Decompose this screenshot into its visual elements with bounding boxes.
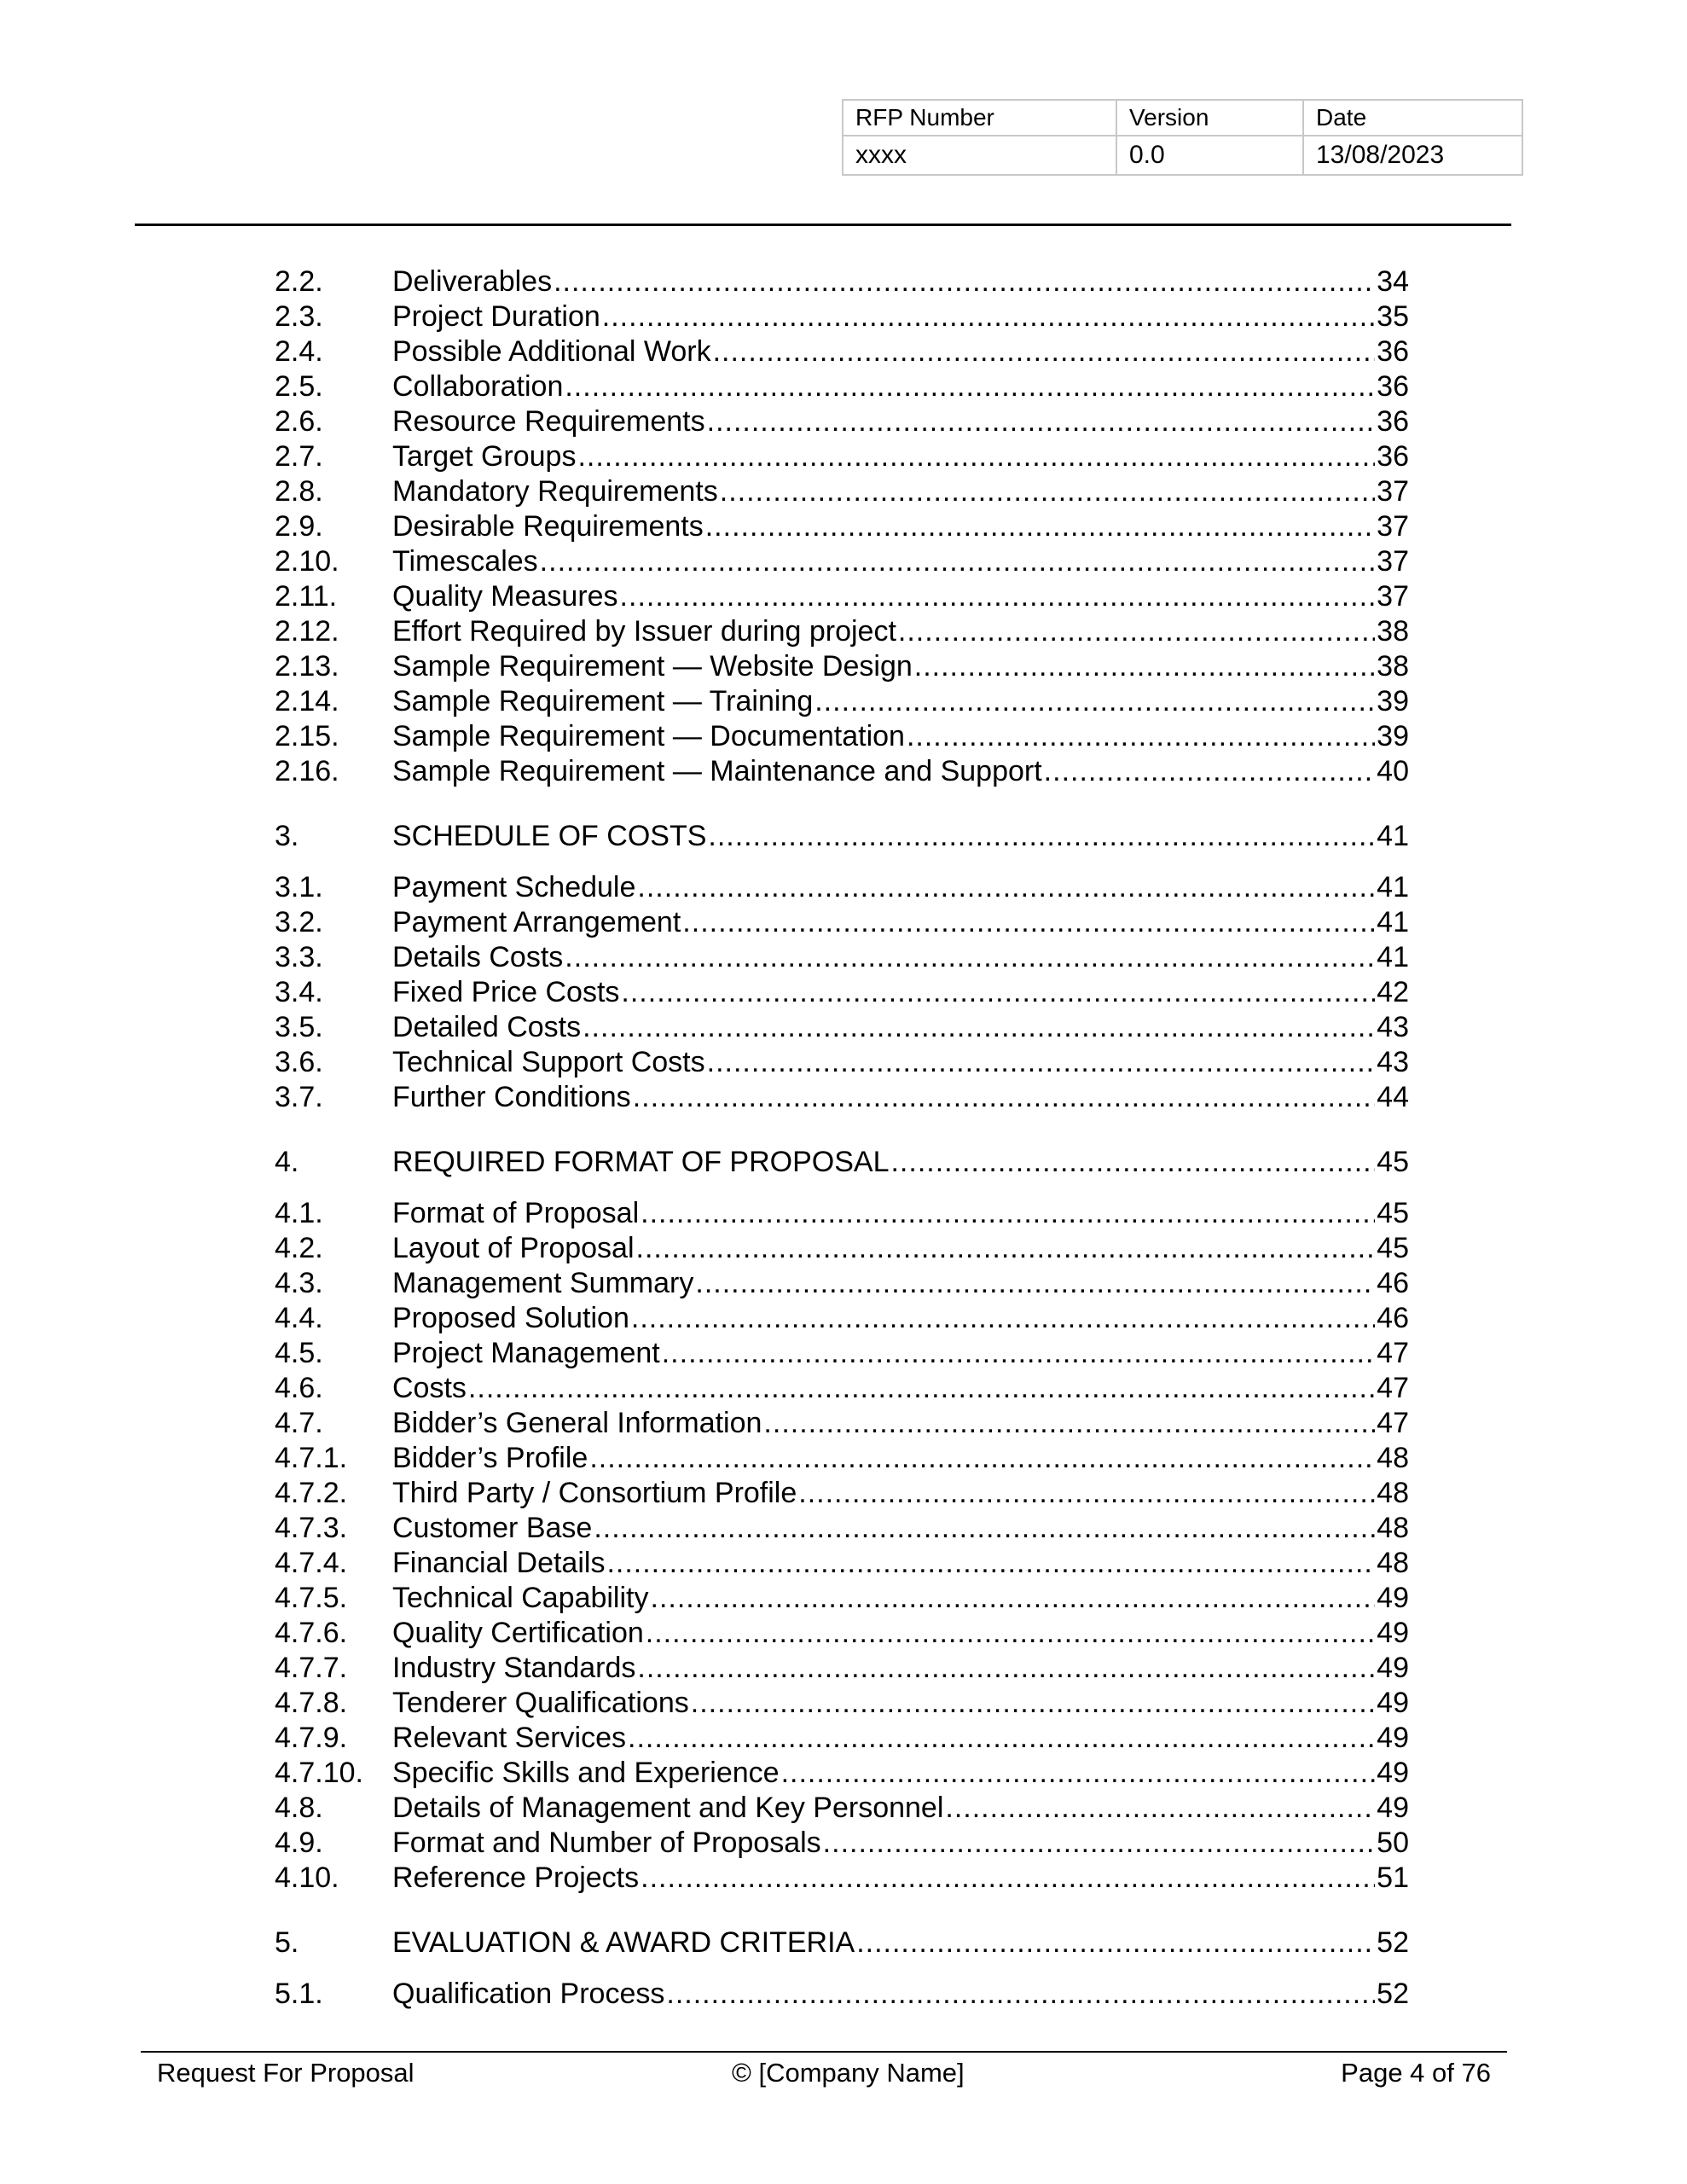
toc-entry[interactable]	[275, 1406, 1409, 1441]
toc-entry-title: Customer Base	[392, 1512, 593, 1544]
toc-entry-number: 4.8.	[275, 1792, 323, 1824]
toc-entry-title: Mandatory Requirements	[392, 475, 718, 508]
toc-entry[interactable]	[275, 684, 1409, 719]
footer-document-title: Request For Proposal	[157, 2058, 415, 2088]
toc-entry-page: 40	[1377, 755, 1409, 787]
toc-entry[interactable]	[275, 1651, 1409, 1686]
toc-entry-number: 4.7.	[275, 1407, 323, 1439]
toc-entry-title: Project Duration	[392, 300, 600, 333]
toc-entry[interactable]	[275, 474, 1409, 509]
toc-entry-number: 5.	[275, 1926, 299, 1959]
toc-entry[interactable]	[275, 1861, 1409, 1896]
toc-dot-leader	[763, 1406, 1375, 1441]
toc-dot-leader	[781, 1756, 1376, 1791]
toc-entry-title: Timescales	[392, 545, 538, 578]
toc-entry-number: 2.12.	[275, 615, 339, 648]
toc-entry-title: Proposed Solution	[392, 1302, 629, 1334]
toc-entry[interactable]	[275, 439, 1409, 474]
toc-dot-leader	[707, 1045, 1376, 1080]
toc-entry-title: Details of Management and Key Personnel	[392, 1792, 944, 1824]
toc-entry[interactable]	[275, 1301, 1409, 1336]
toc-entry[interactable]	[275, 299, 1409, 334]
footer-divider	[141, 2051, 1507, 2053]
toc-entry-number: 2.3.	[275, 300, 323, 333]
toc-entry-page: 49	[1377, 1652, 1409, 1684]
toc-entry-number: 5.1.	[275, 1978, 323, 2010]
toc-entry-page: 41	[1377, 820, 1409, 852]
toc-entry-title: Details Costs	[392, 941, 564, 973]
toc-entry[interactable]	[275, 754, 1409, 789]
toc-entry-page: 36	[1377, 440, 1409, 473]
toc-entry[interactable]	[275, 1231, 1409, 1266]
toc-entry[interactable]	[275, 1476, 1409, 1511]
toc-entry-title: Layout of Proposal	[392, 1232, 635, 1264]
toc-entry[interactable]	[275, 509, 1409, 544]
toc-entry-number: 4.7.1.	[275, 1442, 348, 1474]
toc-entry-number: 4.7.9.	[275, 1722, 348, 1754]
toc-entry-number: 4.10.	[275, 1862, 339, 1894]
toc-dot-leader	[856, 1926, 1375, 1960]
toc-entry[interactable]	[275, 1371, 1409, 1406]
toc-entry-number: 2.13.	[275, 650, 339, 682]
toc-entry-page: 46	[1377, 1302, 1409, 1334]
toc-entry-title: Reference Projects	[392, 1862, 640, 1894]
toc-dot-leader	[554, 264, 1375, 299]
toc-entry-title: REQUIRED FORMAT OF PROPOSAL	[392, 1146, 890, 1178]
toc-dot-leader	[695, 1266, 1375, 1301]
toc-entry-title: Sample Requirement — Maintenance and Support	[392, 755, 1042, 787]
toc-entry[interactable]	[275, 1336, 1409, 1371]
toc-entry-number: 3.4.	[275, 976, 323, 1008]
toc-entry[interactable]	[275, 1546, 1409, 1581]
toc-entry-number: 3.7.	[275, 1081, 323, 1113]
toc-entry-title: Industry Standards	[392, 1652, 636, 1684]
toc-entry-number: 4.6.	[275, 1372, 323, 1404]
toc-entry-number: 4.	[275, 1146, 299, 1178]
toc-entry-page: 45	[1377, 1232, 1409, 1264]
toc-entry-title: Bidder’s General Information	[392, 1407, 762, 1439]
toc-entry-number: 4.7.7.	[275, 1652, 348, 1684]
table-of-contents	[275, 264, 1409, 2012]
toc-entry-page: 42	[1377, 976, 1409, 1008]
footer-page-number: Page 4 of 76	[1341, 2058, 1491, 2088]
toc-entry-page: 38	[1377, 615, 1409, 648]
rfp-number-label: RFP Number	[843, 100, 1116, 136]
toc-entry[interactable]	[275, 264, 1409, 299]
toc-entry-number: 4.7.4.	[275, 1547, 348, 1579]
version-label: Version	[1116, 100, 1303, 136]
toc-entry-number: 2.9.	[275, 510, 323, 543]
toc-entry[interactable]	[275, 1010, 1409, 1045]
toc-entry-page: 48	[1377, 1442, 1409, 1474]
footer-copyright: © [Company Name]	[732, 2058, 965, 2088]
toc-entry-title: SCHEDULE OF COSTS	[392, 820, 707, 852]
toc-entry-number: 2.15.	[275, 720, 339, 752]
date-value: 13/08/2023	[1303, 136, 1522, 175]
toc-dot-leader	[628, 1721, 1375, 1756]
toc-entry-page: 48	[1377, 1477, 1409, 1509]
toc-entry-page: 39	[1377, 720, 1409, 752]
toc-dot-leader	[815, 684, 1375, 719]
toc-entry[interactable]	[275, 369, 1409, 404]
toc-dot-leader	[637, 1651, 1375, 1686]
toc-entry-number: 3.1.	[275, 871, 323, 903]
toc-entry[interactable]	[275, 975, 1409, 1010]
toc-entry[interactable]	[275, 1791, 1409, 1826]
toc-entry[interactable]	[275, 1977, 1409, 2012]
toc-entry-title: Fixed Price Costs	[392, 976, 620, 1008]
toc-entry[interactable]	[275, 579, 1409, 614]
toc-dot-leader	[1044, 754, 1376, 789]
toc-entry-number: 2.6.	[275, 405, 323, 438]
toc-entry-title: Further Conditions	[392, 1081, 631, 1113]
toc-entry-page: 45	[1377, 1146, 1409, 1178]
toc-entry-page: 39	[1377, 685, 1409, 717]
toc-entry-title: Specific Skills and Experience	[392, 1757, 780, 1789]
toc-entry-page: 36	[1377, 370, 1409, 403]
toc-dot-leader	[666, 1977, 1375, 2012]
toc-entry-title: Payment Schedule	[392, 871, 636, 903]
toc-entry-page: 51	[1377, 1862, 1409, 1894]
toc-entry[interactable]	[275, 1616, 1409, 1651]
toc-entry[interactable]	[275, 334, 1409, 369]
toc-entry-title: Project Management	[392, 1337, 660, 1369]
toc-dot-leader	[633, 1080, 1375, 1115]
toc-entry-number: 4.4.	[275, 1302, 323, 1334]
toc-entry[interactable]	[275, 1581, 1409, 1616]
toc-dot-leader	[589, 1441, 1375, 1476]
toc-entry-number: 2.8.	[275, 475, 323, 508]
toc-dot-leader	[594, 1511, 1375, 1546]
toc-entry-title: Relevant Services	[392, 1722, 627, 1754]
rfp-header-table	[842, 99, 1523, 176]
toc-entry-title: Collaboration	[392, 370, 564, 403]
toc-dot-leader	[641, 1861, 1375, 1896]
toc-dot-leader	[468, 1371, 1375, 1406]
toc-entry-page: 50	[1377, 1827, 1409, 1859]
toc-entry-page: 35	[1377, 300, 1409, 333]
toc-entry-title: Deliverables	[392, 265, 553, 298]
toc-entry-number: 2.7.	[275, 440, 323, 473]
toc-entry-title: Tenderer Qualifications	[392, 1687, 689, 1719]
header-divider	[135, 224, 1511, 226]
toc-entry-page: 43	[1377, 1046, 1409, 1078]
toc-entry-title: Format and Number of Proposals	[392, 1827, 821, 1859]
toc-entry[interactable]	[275, 1721, 1409, 1756]
toc-dot-leader	[898, 614, 1375, 649]
toc-entry[interactable]	[275, 719, 1409, 754]
toc-entry[interactable]	[275, 404, 1409, 439]
toc-entry-number: 3.	[275, 820, 299, 852]
toc-dot-leader	[798, 1476, 1375, 1511]
toc-entry-title: Third Party / Consortium Profile	[392, 1477, 797, 1509]
toc-dot-leader	[708, 819, 1375, 854]
toc-entry-page: 52	[1377, 1926, 1409, 1959]
toc-entry-page: 38	[1377, 650, 1409, 682]
toc-entry-title: Possible Additional Work	[392, 335, 711, 368]
toc-entry-title: Quality Certification	[392, 1617, 644, 1649]
toc-entry-page: 48	[1377, 1547, 1409, 1579]
toc-dot-leader	[621, 975, 1375, 1010]
toc-dot-leader	[606, 1546, 1375, 1581]
toc-dot-leader	[682, 905, 1375, 940]
toc-entry[interactable]	[275, 614, 1409, 649]
toc-entry[interactable]	[275, 1145, 1409, 1180]
version-value: 0.0	[1116, 136, 1303, 175]
toc-dot-leader	[720, 474, 1375, 509]
toc-entry-page: 37	[1377, 510, 1409, 543]
toc-dot-leader	[565, 369, 1375, 404]
toc-dot-leader	[636, 1231, 1376, 1266]
toc-entry-number: 2.14.	[275, 685, 339, 717]
toc-entry-page: 41	[1377, 871, 1409, 903]
toc-entry-number: 2.4.	[275, 335, 323, 368]
toc-entry-title: Costs	[392, 1372, 467, 1404]
toc-entry-number: 4.1.	[275, 1197, 323, 1229]
toc-entry-page: 49	[1377, 1792, 1409, 1824]
rfp-number-value: xxxx	[843, 136, 1116, 175]
toc-dot-leader	[641, 1196, 1375, 1231]
toc-entry[interactable]	[275, 649, 1409, 684]
toc-dot-leader	[631, 1301, 1375, 1336]
toc-entry[interactable]	[275, 1926, 1409, 1960]
date-label: Date	[1303, 100, 1522, 136]
toc-entry-page: 46	[1377, 1267, 1409, 1299]
toc-dot-leader	[890, 1145, 1375, 1180]
toc-dot-leader	[620, 579, 1376, 614]
toc-entry-page: 37	[1377, 545, 1409, 578]
toc-entry-page: 49	[1377, 1617, 1409, 1649]
toc-entry-title: Sample Requirement — Training	[392, 685, 814, 717]
toc-dot-leader	[583, 1010, 1375, 1045]
toc-entry-number: 4.7.3.	[275, 1512, 348, 1544]
toc-entry-page: 43	[1377, 1011, 1409, 1043]
toc-entry-number: 4.7.10.	[275, 1757, 363, 1789]
toc-entry-title: Desirable Requirements	[392, 510, 704, 543]
toc-entry-number: 2.5.	[275, 370, 323, 403]
toc-entry-number: 4.9.	[275, 1827, 323, 1859]
toc-entry-number: 2.10.	[275, 545, 339, 578]
toc-entry[interactable]	[275, 1756, 1409, 1791]
toc-entry-title: Sample Requirement — Documentation	[392, 720, 905, 752]
toc-dot-leader	[713, 334, 1376, 369]
toc-entry[interactable]	[275, 1686, 1409, 1721]
toc-entry[interactable]	[275, 1045, 1409, 1080]
toc-entry-title: Effort Required by Issuer during project	[392, 615, 896, 648]
toc-entry-page: 37	[1377, 475, 1409, 508]
toc-entry-number: 3.2.	[275, 906, 323, 938]
toc-dot-leader	[691, 1686, 1375, 1721]
toc-entry[interactable]	[275, 1266, 1409, 1301]
toc-entry-number: 3.6.	[275, 1046, 323, 1078]
toc-entry-page: 45	[1377, 1197, 1409, 1229]
toc-entry-number: 2.16.	[275, 755, 339, 787]
toc-entry-page: 47	[1377, 1337, 1409, 1369]
toc-entry-page: 44	[1377, 1081, 1409, 1113]
toc-entry[interactable]	[275, 905, 1409, 940]
toc-entry-page: 41	[1377, 906, 1409, 938]
toc-entry-number: 4.7.5.	[275, 1582, 348, 1614]
toc-entry-number: 4.3.	[275, 1267, 323, 1299]
toc-entry-title: Target Groups	[392, 440, 577, 473]
toc-entry-page: 49	[1377, 1722, 1409, 1754]
toc-entry-title: Quality Measures	[392, 580, 618, 613]
toc-entry-title: Qualification Process	[392, 1978, 665, 2010]
header-value-row	[843, 136, 1522, 175]
toc-dot-leader	[646, 1616, 1375, 1651]
toc-dot-leader	[651, 1581, 1376, 1616]
toc-entry[interactable]	[275, 819, 1409, 854]
toc-entry-title: Detailed Costs	[392, 1011, 582, 1043]
toc-dot-leader	[705, 509, 1375, 544]
toc-dot-leader	[637, 870, 1375, 905]
toc-entry[interactable]	[275, 544, 1409, 579]
toc-entry-title: Management Summary	[392, 1267, 694, 1299]
toc-entry-title: Financial Details	[392, 1547, 606, 1579]
toc-entry[interactable]	[275, 870, 1409, 905]
toc-entry-page: 47	[1377, 1407, 1409, 1439]
toc-entry-number: 4.2.	[275, 1232, 323, 1264]
toc-entry[interactable]	[275, 940, 1409, 975]
toc-entry-page: 49	[1377, 1687, 1409, 1719]
toc-dot-leader	[540, 544, 1376, 579]
toc-entry-number: 4.5.	[275, 1337, 323, 1369]
toc-entry[interactable]	[275, 1441, 1409, 1476]
toc-entry[interactable]	[275, 1826, 1409, 1861]
toc-entry-title: Bidder’s Profile	[392, 1442, 588, 1474]
toc-entry-page: 36	[1377, 405, 1409, 438]
header-label-row	[843, 100, 1522, 136]
toc-dot-leader	[707, 404, 1376, 439]
toc-entry[interactable]	[275, 1511, 1409, 1546]
toc-entry-title: Resource Requirements	[392, 405, 705, 438]
toc-entry-page: 37	[1377, 580, 1409, 613]
toc-dot-leader	[823, 1826, 1376, 1861]
toc-entry-number: 4.7.8.	[275, 1687, 348, 1719]
toc-entry-title: Sample Requirement — Website Design	[392, 650, 913, 682]
toc-entry-title: Technical Capability	[392, 1582, 649, 1614]
toc-entry-title: Payment Arrangement	[392, 906, 681, 938]
toc-entry[interactable]	[275, 1196, 1409, 1231]
toc-dot-leader	[914, 649, 1375, 684]
toc-entry-page: 41	[1377, 941, 1409, 973]
toc-entry-page: 49	[1377, 1582, 1409, 1614]
toc-dot-leader	[662, 1336, 1375, 1371]
toc-entry-page: 49	[1377, 1757, 1409, 1789]
toc-dot-leader	[907, 719, 1375, 754]
toc-entry-page: 52	[1377, 1978, 1409, 2010]
toc-entry-page: 48	[1377, 1512, 1409, 1544]
toc-entry-number: 4.7.2.	[275, 1477, 348, 1509]
toc-entry-number: 3.3.	[275, 941, 323, 973]
toc-entry-number: 4.7.6.	[275, 1617, 348, 1649]
toc-dot-leader	[565, 940, 1375, 975]
toc-dot-leader	[945, 1791, 1375, 1826]
toc-dot-leader	[577, 439, 1375, 474]
toc-entry-title: Technical Support Costs	[392, 1046, 705, 1078]
toc-dot-leader	[602, 299, 1375, 334]
toc-entry-title: Format of Proposal	[392, 1197, 640, 1229]
toc-entry-page: 47	[1377, 1372, 1409, 1404]
toc-entry-number: 2.2.	[275, 265, 323, 298]
toc-entry-number: 2.11.	[275, 580, 338, 613]
toc-entry[interactable]	[275, 1080, 1409, 1115]
toc-entry-number: 3.5.	[275, 1011, 323, 1043]
toc-entry-title: EVALUATION & AWARD CRITERIA	[392, 1926, 855, 1959]
toc-entry-page: 34	[1377, 265, 1409, 298]
toc-entry-page: 36	[1377, 335, 1409, 368]
